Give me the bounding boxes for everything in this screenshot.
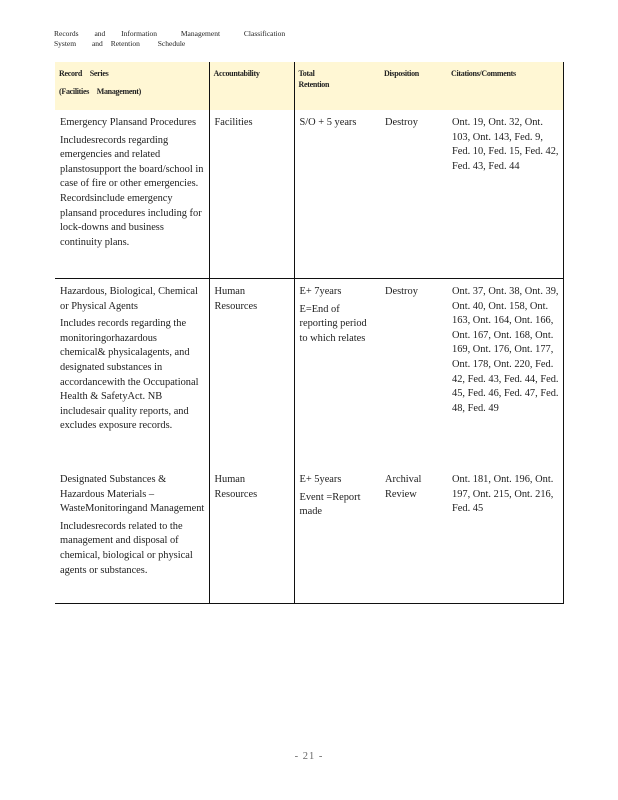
retention-period: E+ 7years [299,286,342,297]
total-retention-cell [294,110,380,279]
running-header-line-1 [54,29,285,39]
document-running-header [54,29,285,49]
retention-period: S/O + 5 years [299,117,357,128]
column-header-total-retention [294,62,380,110]
citations-cell: Ont. 181, Ont. 196, Ont. 197, Ont. 215, Ont. 216, Fed. 45 [447,459,563,604]
record-series-cell [55,110,209,279]
header-word: Information [121,29,157,38]
retention-note: Event =Report made [299,491,361,518]
header-word: and [94,29,106,38]
record-series-title: Designated Substances & Hazardous Materials – WasteMonitoringand Management [60,474,205,515]
citations-cell: Ont. 37, Ont. 38, Ont. 39, Ont. 40, Ont. 158, Ont. 163, Ont. 164, Ont. 166, Ont. 167, Ont. 168, Ont. 169, Ont. 176, Ont. 177, Ont. 178, Ont. 220, Fed. 42, Fed. 43, Fed. 44, Fed. 45, Fed. 46, Fed. 47, Fed. 48, Fed. 49 [447,279,563,460]
record-series-cell [55,279,209,460]
total-retention-cell [294,279,380,460]
disposition-cell: Archival Review [380,459,447,604]
running-header-line-2 [54,39,285,49]
header-word: System [54,39,77,48]
total-retention-cell [294,459,380,604]
page-number: - 21 - [294,751,324,762]
table-body [55,110,563,604]
header-word: Schedule [157,39,186,48]
header-word: Management [180,29,221,38]
disposition-cell: Destroy [385,286,418,297]
record-series-label: Record Series [59,69,109,78]
accountability-cell: Facilities [209,110,294,279]
table-header [55,62,563,110]
column-header-citations: Citations/Comments [447,62,563,110]
column-header-disposition: Disposition [384,69,419,78]
record-series-description: Includesrecords related to the management and disposal of chemical, biological or physical agents or substances. [60,520,193,576]
retention-schedule-table-container [55,62,563,604]
header-word: Retention [110,39,140,48]
record-series-sublabel: (Facilities Management) [59,87,141,96]
total-retention-label: Total [298,69,315,78]
record-series-title: Emergency Plansand Procedures [60,117,197,128]
record-series-description: Includesrecords regarding emergencies and related planstosupport the board/school in case of fire or other emergencies. Recordsinclude emergency plansand procedures including for lock-downs and business continuity plans. [60,134,204,248]
header-word: Records [54,29,79,38]
accountability-cell: Human Resources [209,279,294,460]
column-header-accountability: Accountability [209,62,294,110]
citations-cell: Ont. 19, Ont. 32, Ont. 103, Ont. 143, Fed. 9, Fed. 10, Fed. 15, Fed. 42, Fed. 43, Fed. 44 [447,110,563,279]
disposition-cell: Destroy [380,110,447,279]
retention-schedule-table [55,62,564,604]
total-retention-sublabel: Retention [298,80,330,89]
record-series-description: Includes records regarding the monitoringorhazardous chemical& physicalagents, and designated substances in accordancewith the Occupational Health & SafetyAct. NB includesair quality reports, and excludes exposure records. [60,318,199,432]
record-series-cell [55,459,209,604]
header-word: Classification [243,29,286,38]
table-row [55,279,563,460]
table-header-row [55,62,563,110]
record-series-title: Hazardous, Biological, Chemical or Physical Agents [60,286,198,312]
header-word: and [91,39,103,48]
column-header-record-series [55,62,209,110]
table-row [55,110,563,279]
table-row [55,459,563,604]
accountability-cell: Human Resources [209,459,294,604]
retention-period: E+ 5years [299,474,342,485]
retention-note: E=End of reporting period to which relates [299,303,367,344]
